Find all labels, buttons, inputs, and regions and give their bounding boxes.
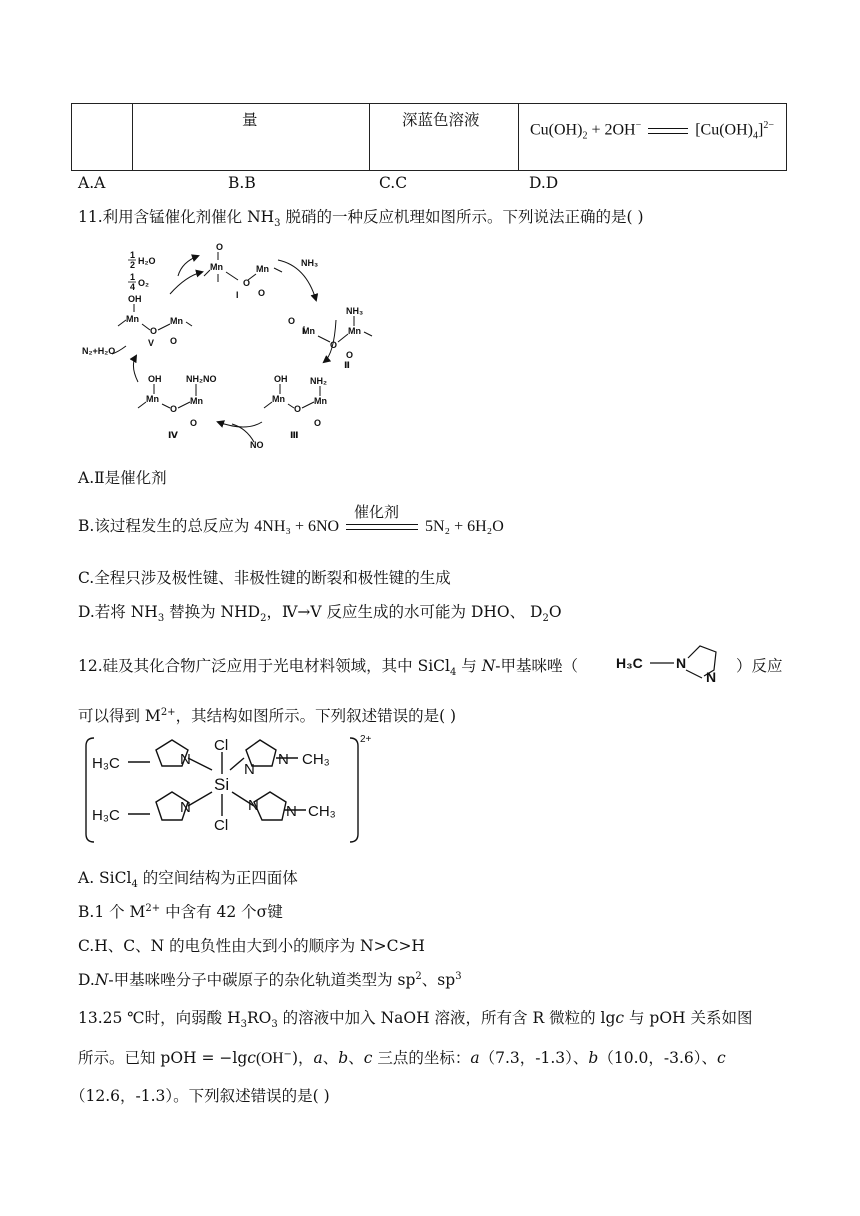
svg-text:O: O	[346, 350, 354, 360]
q11-option-a[interactable]: A.Ⅱ是催化剂	[78, 469, 167, 487]
frac-num: 1	[130, 250, 136, 260]
table-cell-solution: 深蓝色溶液	[402, 111, 480, 129]
svg-text:Mn: Mn	[170, 316, 183, 326]
svg-text:O: O	[150, 326, 158, 336]
no-in: NO	[250, 440, 264, 450]
equal-sign-catalyst: 催化剂	[346, 524, 418, 530]
svg-text:Mn: Mn	[256, 264, 269, 274]
roman-3: Ⅲ	[290, 430, 299, 440]
svg-text:NH₃: NH₃	[346, 306, 364, 316]
h2o-label: H₂O	[138, 256, 156, 266]
svg-text:OH: OH	[128, 294, 142, 304]
svg-text:OH: OH	[148, 374, 162, 384]
q10-option-b[interactable]: B.B	[228, 174, 256, 192]
svg-text:Mn: Mn	[348, 326, 361, 336]
q13-stem-line2: 所示。已知 pOH = −lgc(OH−)，a、b、c 三点的坐标：a（7.3，-1.3）、b（10.0，-3.6）、c	[78, 1048, 726, 1067]
svg-text:N: N	[244, 761, 255, 778]
q13-stem-line1: 13.25 ℃时，向弱酸 $H_3RO_3$ 的溶液中加入 NaOH 溶液，所有含 R 微粒的 lgc 与 pOH 关系如图	[78, 1009, 753, 1031]
q11-option-d[interactable]: D.若将 $NH_3$ 替换为 $NHD_2$，Ⅳ→V 反应生成的水可能为 DHO、 $D_2O$	[78, 603, 562, 625]
methylimidazole-inline	[614, 632, 734, 688]
svg-text:Mn: Mn	[210, 262, 223, 272]
o2-label: O₂	[138, 278, 149, 288]
svg-text:NH₂NO: NH₂NO	[186, 374, 217, 384]
svg-text:O: O	[258, 288, 266, 298]
svg-text:N: N	[248, 797, 259, 814]
svg-text:O: O	[294, 404, 302, 414]
svg-text:O: O	[243, 278, 251, 288]
q12-option-c[interactable]: C.H、C、N 的电负性由大到小的顺序为 N>C>H	[78, 937, 425, 955]
q13-stem-line3: （12.6，-1.3）。下列叙述错误的是( )	[70, 1087, 330, 1105]
svg-text:N: N	[676, 655, 687, 671]
nh3-in: NH₃	[301, 258, 319, 268]
svg-text:Si: Si	[214, 775, 230, 794]
svg-text:Cl: Cl	[214, 817, 229, 834]
table-cell-quantity: 量	[242, 111, 258, 129]
q12-option-b[interactable]: B.1 个 $M^{2+}$ 中含有 42 个σ键	[78, 902, 283, 921]
svg-text:Mn: Mn	[314, 396, 327, 406]
svg-text:O: O	[314, 418, 322, 428]
n2-h2o-out: N₂+H₂O	[82, 346, 116, 356]
q10-option-c[interactable]: C.C	[379, 174, 408, 192]
q12-stem-line1: 12.硅及其化合物广泛应用于光电材料领域，其中 SiCl$_4$ 与 N-甲基咪唑（	[78, 657, 579, 679]
svg-text:N: N	[180, 799, 191, 816]
q12-option-a[interactable]: A. SiCl$_4$ 的空间结构为正四面体	[78, 869, 298, 891]
roman-5: V	[148, 338, 155, 348]
svg-text:O: O	[170, 404, 178, 414]
q12-option-d[interactable]: D.N-甲基咪唑分子中碳原子的杂化轨道类型为 $sp^2$、$sp^3$	[78, 970, 462, 989]
svg-text:H₃C: H₃C	[616, 655, 643, 671]
q11-option-c[interactable]: C.全程只涉及极性键、非极性键的断裂和极性键的生成	[78, 569, 451, 587]
q12-stem-line2: 可以得到 $M^{2+}$，其结构如图所示。下列叙述错误的是( )	[78, 706, 457, 725]
svg-text:Mn: Mn	[302, 326, 315, 336]
q11-option-b[interactable]: B.该过程发生的总反应为 4NH₃ + 6NO 催化剂 5N₂ + 6H₂O	[78, 503, 504, 535]
svg-text:CH₃: CH₃	[302, 751, 330, 768]
svg-text:Mn: Mn	[272, 394, 285, 404]
svg-text:N: N	[286, 803, 297, 820]
svg-text:O: O	[170, 336, 178, 346]
svg-text:O: O	[330, 340, 338, 350]
q11-stem: 11.利用含锰催化剂催化 $NH_3$ 脱硝的一种反应机理如图所示。下列说法正确的是( )	[78, 208, 644, 230]
table-divider	[369, 104, 370, 170]
frac-num: 1	[130, 272, 136, 282]
svg-text:Mn: Mn	[190, 396, 203, 406]
m2plus-structure	[84, 730, 374, 850]
equal-sign	[648, 128, 688, 134]
svg-text:Mn: Mn	[126, 314, 139, 324]
q10-option-a[interactable]: A.A	[78, 174, 106, 192]
frac-den: 4	[130, 282, 136, 292]
svg-text:N: N	[278, 751, 289, 768]
svg-text:2+: 2+	[360, 734, 372, 745]
roman-4: Ⅳ	[168, 430, 178, 440]
mechanism-diagram	[78, 236, 378, 452]
svg-text:N: N	[706, 669, 717, 685]
q10-option-d[interactable]: D.D	[529, 174, 559, 192]
table-cell-equation: $Cu(OH)_2 + 2OH^-$ $[Cu(OH)_4]^{2-}$	[530, 120, 774, 142]
svg-text:O: O	[288, 316, 296, 326]
svg-text:O: O	[190, 418, 198, 428]
svg-text:CH₃: CH₃	[308, 803, 336, 820]
table-divider	[518, 104, 519, 170]
table-divider	[132, 104, 133, 170]
roman-2: Ⅱ	[344, 360, 350, 370]
svg-text:N: N	[180, 751, 191, 768]
roman-1: I	[236, 290, 239, 300]
svg-text:H₃C: H₃C	[92, 755, 120, 772]
svg-text:O: O	[216, 242, 224, 252]
answer-table-row	[71, 103, 787, 171]
frac-den: 2	[130, 260, 136, 270]
svg-text:Cl: Cl	[214, 737, 229, 754]
svg-text:H₃C: H₃C	[92, 807, 120, 824]
svg-text:NH₂: NH₂	[310, 376, 327, 386]
svg-text:Mn: Mn	[146, 394, 159, 404]
svg-text:OH: OH	[274, 374, 288, 384]
